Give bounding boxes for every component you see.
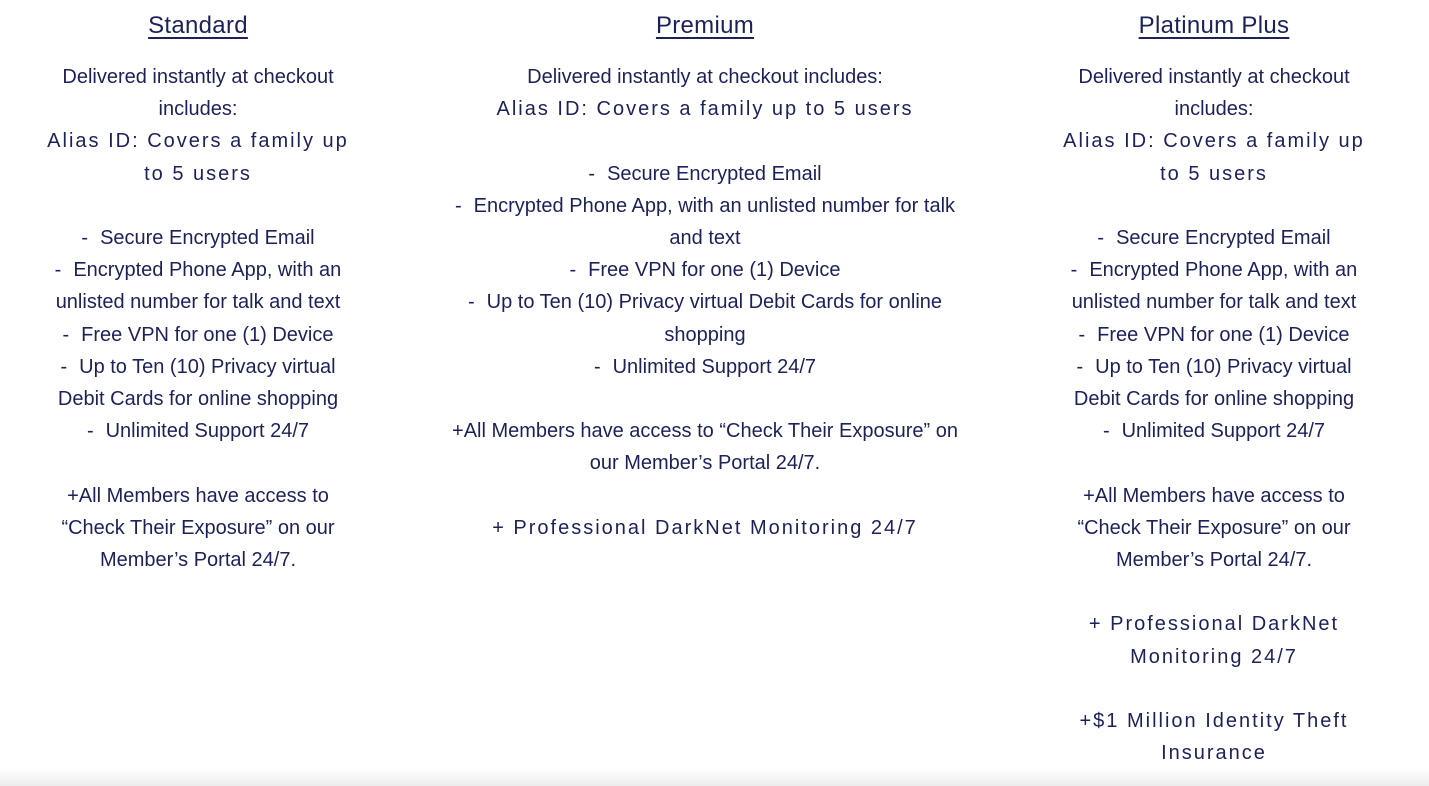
bullet-dash: - (1076, 355, 1084, 378)
bullet-dash: - (81, 227, 89, 249)
bullet-dash: - (62, 323, 70, 346)
feature-item (1056, 222, 1372, 254)
plan-column-premium (440, 0, 970, 544)
feature-text: Secure Encrypted Email (1116, 227, 1331, 249)
feature-item (40, 222, 356, 254)
feature-text: Free VPN for one (1) Device (81, 323, 334, 346)
feature-text: Unlimited Support 24/7 (1121, 420, 1326, 443)
alias-id-description: Alias ID: Covers a family up to 5 users (496, 98, 914, 121)
feature-item (1056, 319, 1372, 351)
alias-id-description: Alias ID: Covers a family up to 5 users (1063, 130, 1365, 185)
feature-text: Encrypted Phone App, with an unlisted number for talk and text (473, 194, 956, 249)
feature-list (1056, 222, 1372, 447)
bullet-dash: - (60, 355, 68, 378)
plan-column-platinum-plus (1056, 0, 1372, 769)
bullet-dash: - (54, 259, 62, 282)
bullet-dash: - (1078, 323, 1086, 346)
plan-title: Standard (148, 12, 248, 39)
bullet-dash: - (86, 420, 94, 443)
feature-text: Free VPN for one (1) Device (1097, 323, 1350, 346)
page-bottom-shadow (0, 768, 1429, 786)
member-portal-note: +All Members have access to “Check Their Exposure” on our Member’s Portal 24/7. (452, 420, 958, 475)
darknet-monitoring-addon: + Professional DarkNet Monitoring 24/7 (1088, 613, 1340, 668)
feature-list (440, 158, 970, 383)
feature-text: Free VPN for one (1) Device (588, 259, 841, 282)
feature-item (440, 190, 970, 254)
feature-item (440, 254, 970, 286)
feature-item (1056, 351, 1372, 415)
feature-text: Secure Encrypted Email (607, 162, 822, 185)
plan-column-standard (40, 0, 356, 576)
feature-text: Encrypted Phone App, with an unlisted number for talk and text (1071, 259, 1358, 314)
feature-text: Encrypted Phone App, with an unlisted number for talk and text (55, 259, 342, 314)
plan-intro: Delivered instantly at checkout includes: (527, 66, 883, 88)
bullet-dash: - (569, 259, 577, 282)
feature-item (440, 351, 970, 383)
plan-title: Premium (655, 12, 755, 39)
bullet-dash: - (467, 291, 475, 314)
feature-text: Unlimited Support 24/7 (612, 355, 817, 378)
feature-item (1056, 254, 1372, 318)
feature-item (40, 415, 356, 447)
bullet-dash: - (1070, 259, 1078, 282)
bullet-dash: - (454, 194, 462, 217)
member-portal-note: +All Members have access to “Check Their Exposure” on our Member’s Portal 24/7. (61, 484, 335, 572)
feature-text: Up to Ten (10) Privacy virtual Debit Cards for online shopping (1073, 355, 1355, 411)
feature-item (40, 319, 356, 351)
darknet-monitoring-addon: + Professional DarkNet Monitoring 24/7 (492, 516, 918, 539)
plan-intro: Delivered instantly at checkout includes: (62, 66, 334, 121)
feature-item (440, 158, 970, 190)
member-portal-note: +All Members have access to “Check Their Exposure” on our Member’s Portal 24/7. (1077, 484, 1351, 572)
feature-item (40, 254, 356, 318)
feature-item (440, 286, 970, 350)
bullet-dash: - (1102, 420, 1110, 443)
feature-text: Up to Ten (10) Privacy virtual Debit Cards for online shopping (57, 355, 339, 411)
bullet-dash: - (588, 162, 596, 185)
feature-text: Secure Encrypted Email (100, 227, 315, 249)
bullet-dash: - (1097, 227, 1105, 249)
feature-item (1056, 415, 1372, 447)
alias-id-description: Alias ID: Covers a family up to 5 users (47, 130, 349, 185)
feature-list (40, 222, 356, 447)
plan-title: Platinum Plus (1138, 12, 1290, 39)
feature-item (40, 351, 356, 415)
plan-intro: Delivered instantly at checkout includes: (1078, 66, 1350, 121)
bullet-dash: - (593, 355, 601, 378)
feature-text: Unlimited Support 24/7 (105, 420, 310, 443)
identity-theft-insurance-addon: +$1 Million Identity Theft Insurance (1079, 710, 1349, 765)
feature-text: Up to Ten (10) Privacy virtual Debit Cards for online shopping (486, 291, 943, 346)
